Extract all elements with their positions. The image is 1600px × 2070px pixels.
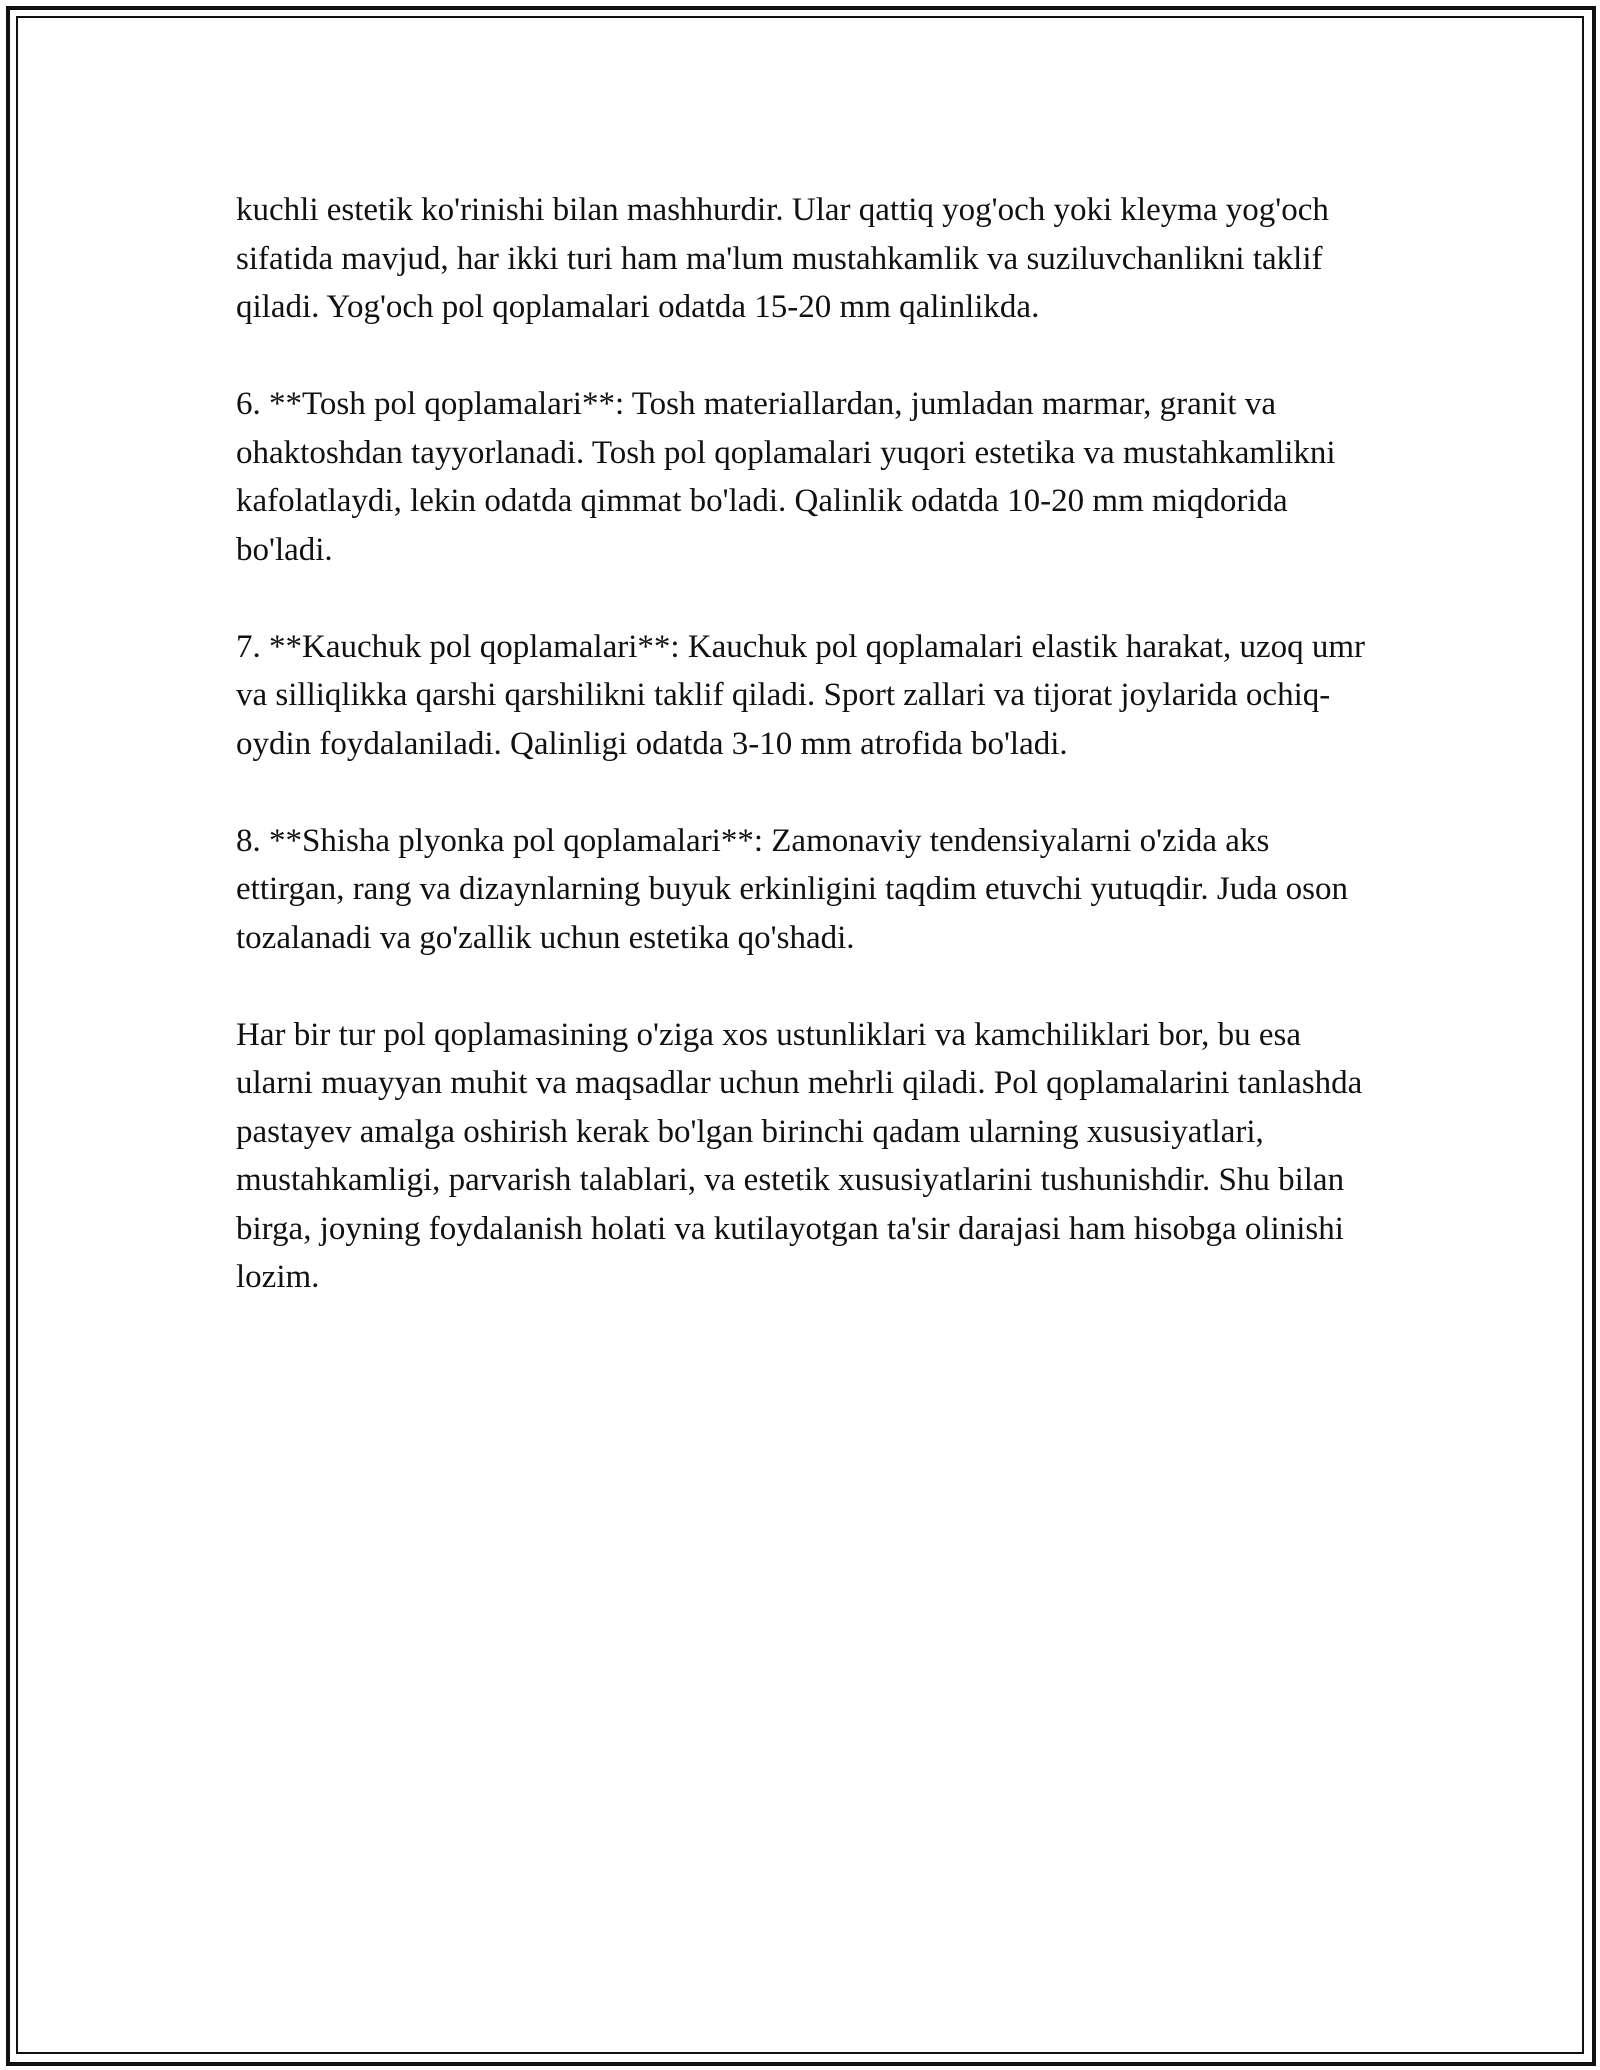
paragraph-conclusion: Har bir tur pol qoplamasining o'ziga xos ustunliklari va kamchiliklari bor, bu esa ularni muayyan muhit va maqsadlar uchun mehrli qiladi. Pol qoplamalarini tanlashda pastayev amalga oshirish kerak bo'lgan birinchi qadam ularning xususiyatlari, mustahkamligi, parvarish talablari, va estetik xususiyatlarini tushunishdir. Shu bilan birga, joyning foydalanish holati va kutilayotgan ta'sir darajasi ham hisobga olinishi lozim. xyxy=(236,1016,1363,1295)
paragraph-rubber-flooring: 7. **Kauchuk pol qoplamalari**: Kauchuk pol qoplamalari elastik harakat, uzoq umr va silliqlikka qarshi qarshilikni taklif qiladi. Sport zallari va tijorat joylarida ochiq-oydin foydalaniladi. Qalinligi odatda 3-10 mm atrofida bo'ladi. xyxy=(236,628,1366,762)
document-body xyxy=(236,186,1366,1302)
paragraph-stone-flooring: 6. **Tosh pol qoplamalari**: Tosh materiallardan, jumladan marmar, granit va ohaktoshdan tayyorlanadi. Tosh pol qoplamalari yuqori estetika va mustahkamlikni kafolatlaydi, lekin odatda qimmat bo'ladi. Qalinlik odatda 10-20 mm miqdorida bo'ladi. xyxy=(236,386,1336,568)
paragraph-glass-film-flooring: 8. **Shisha plyonka pol qoplamalari**: Zamonaviy tendensiyalarni o'zida aks ettirgan, rang va dizaynlarning buyuk erkinligini taqdim etuvchi yutuqdir. Juda oson tozalanadi va go'zallik uchun estetika qo'shadi. xyxy=(236,822,1349,956)
paragraph-wood-flooring-continued: kuchli estetik ko'rinishi bilan mashhurdir. Ular qattiq yog'och yoki kleyma yog'och sifatida mavjud, har ikki turi ham ma'lum mustahkamlik va suziluvchanlikni taklif qiladi. Yog'och pol qoplamalari odatda 15-20 mm qalinlikda. xyxy=(236,192,1329,325)
